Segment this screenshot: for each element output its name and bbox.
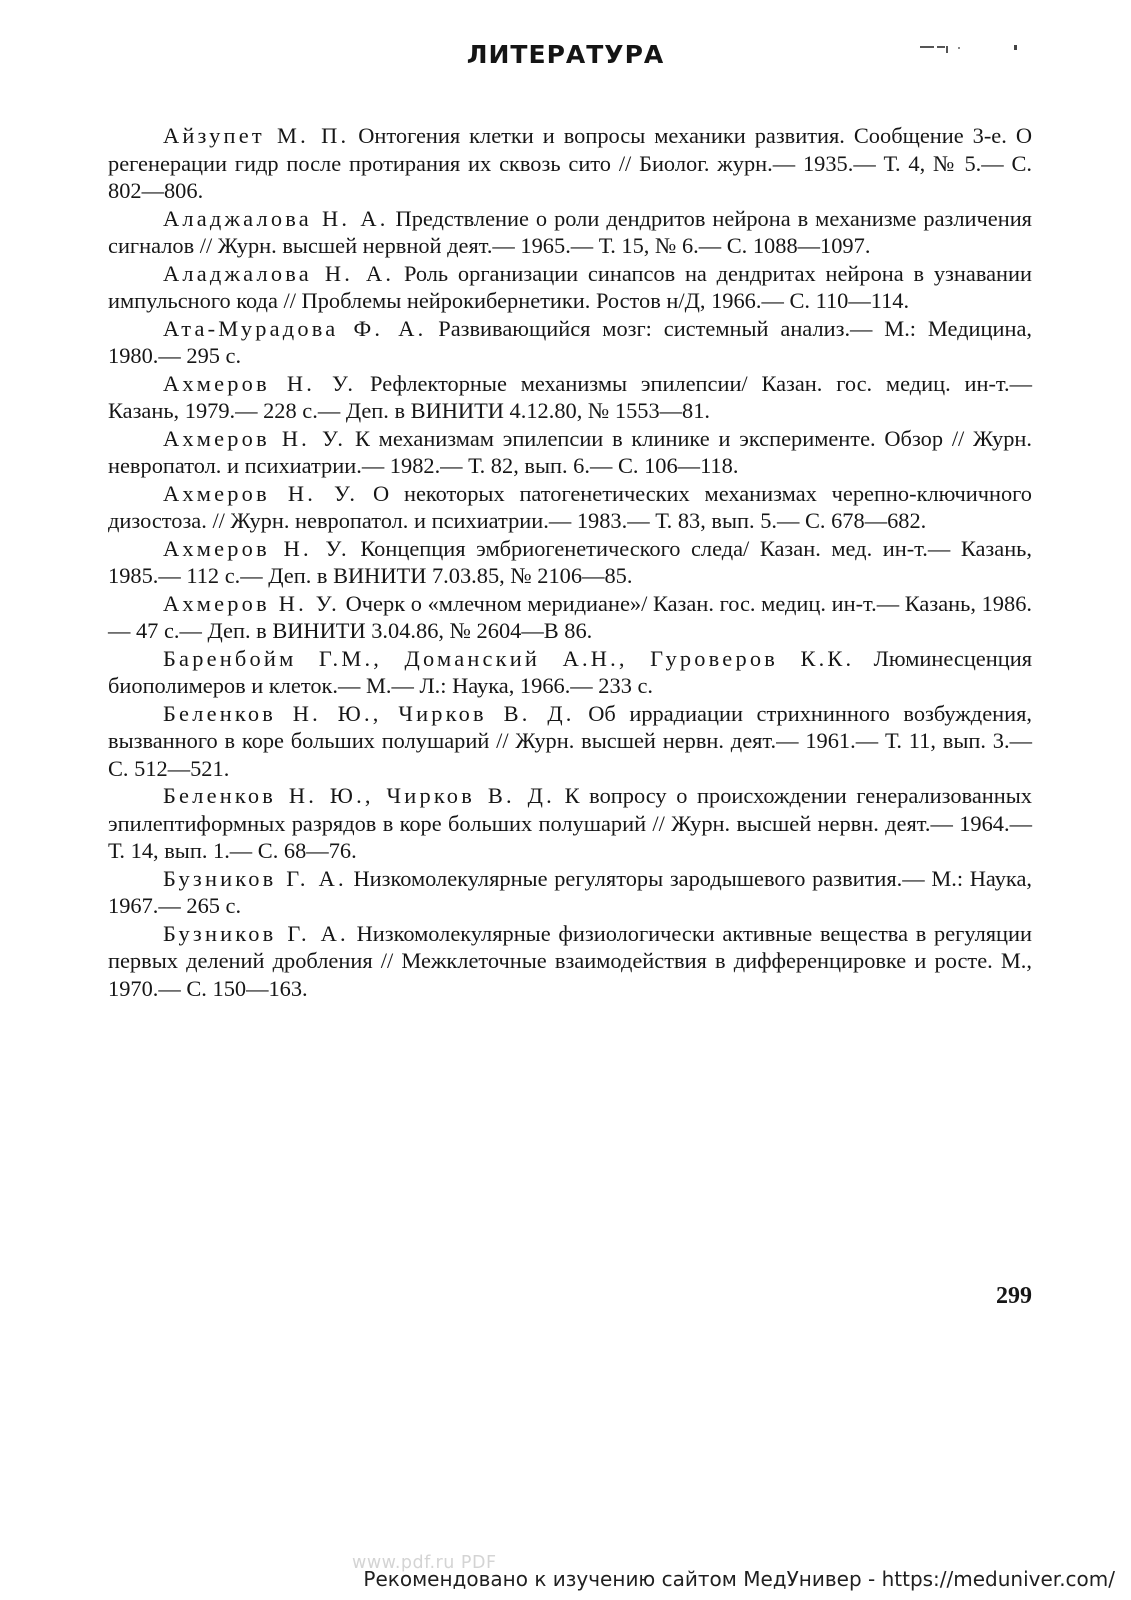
reference-entry <box>108 535 1032 590</box>
reference-entry <box>108 782 1032 865</box>
reference-author: Бузников Г. А. <box>163 920 349 946</box>
page-heading: ЛИТЕРАТУРА <box>466 40 665 69</box>
reference-author: Ахмеров Н. У. <box>163 590 340 616</box>
reference-entry <box>108 370 1032 425</box>
reference-author: Ахмеров Н. У. <box>163 535 350 561</box>
page-number: 299 <box>996 1283 1032 1309</box>
reference-text: О некоторых патогенетических механизмах черепно-ключичного дизостоза. // Журн. невропатол. и психиатрии.— 1983.— Т. 83, вып. 5.— С. 678—682. <box>108 480 1032 533</box>
reference-entry <box>108 425 1032 480</box>
reference-entry <box>108 205 1032 260</box>
reference-text: Низкомолекулярные регуляторы зародышевого развития.— М.: Наука, 1967.— 265 с. <box>108 865 1033 918</box>
reference-author: Аладжалова Н. А. <box>163 260 395 286</box>
reference-text: Низкомолекулярные физиологически активные вещества в регуляции первых делений дробления // Межклеточные взаимодействия в дифференцировке и росте. М., 1970.— С. 150—163. <box>108 920 1032 1001</box>
reference-text: Очерк о «млечном меридиане»/ Казан. гос. медиц. ин-т.— Казань, 1986.— 47 с.— Деп. в ВИНИТИ 3.04.86, № 2604—В 86. <box>108 590 1032 643</box>
reference-entry <box>108 122 1032 205</box>
reference-author: Ахмеров Н. У. <box>163 480 359 506</box>
reference-entry <box>108 700 1032 783</box>
reference-text: Предствление о роли дендритов нейрона в механизме различения сигналов // Журн. высшей нервной деят.— 1965.— Т. 15, № 6.— С. 1088—1097. <box>108 205 1032 258</box>
reference-author: Айзупет М. П. <box>163 123 350 148</box>
reference-author: Беленков Н. Ю., Чирков В. Д. <box>163 700 575 726</box>
watermark: www.pdf.ru PDF <box>352 1553 497 1573</box>
reference-text: Рефлекторные механизмы эпилепсии/ Казан. гос. медиц. ин-т.— Казань, 1979.— 228 с.— Деп. в ВИНИТИ 4.12.80, № 1553—81. <box>108 370 1032 423</box>
reference-entry <box>108 590 1032 645</box>
reference-author: Беленков Н. Ю., Чирков В. Д. <box>163 783 555 808</box>
reference-author: Ахмеров Н. У. <box>163 370 357 396</box>
reference-text: Онтогения клетки и вопросы механики развития. Сообщение 3-е. О регенерации гидр после протирания их сквозь сито // Биолог. журн.— 1935.— Т. 4, № 5.— С. 802—806. <box>108 123 1032 203</box>
reference-text: Роль организации синапсов на дендритах нейрона в узнавании импульсного кода // Проблемы нейрокибернетики. Ростов н/Д, 1966.— С. 110—114. <box>108 260 1032 313</box>
reference-list <box>108 122 1032 1002</box>
reference-text: К механизмам эпилепсии в клинике и эксперименте. Обзор // Журн. невропатол. и психиатрии.— 1982.— Т. 82, вып. 6.— С. 106—118. <box>108 425 1032 478</box>
reference-entry <box>108 865 1032 920</box>
reference-entry <box>108 260 1032 315</box>
reference-entry <box>108 920 1032 1003</box>
reference-text: Об иррадиации стрихнинного возбуждения, вызванного в коре больших полушарий // Журн. высшей нервн. деят.— 1961.— Т. 11, вып. 3.— С. 512—521. <box>108 700 1032 781</box>
footer-recommendation: Рекомендовано к изучению сайтом МедУнивер - https://meduniver.com/ <box>363 1567 1115 1591</box>
reference-entry <box>108 480 1032 535</box>
reference-author: Аладжалова Н. А. <box>163 205 389 231</box>
reference-author: Ахмеров Н. У. <box>163 425 347 451</box>
reference-text: Люминесценция биополимеров и клеток.— М.— Л.: Наука, 1966.— 233 с. <box>108 645 1032 698</box>
reference-author: Бузников Г. А. <box>163 865 347 891</box>
reference-text: К вопросу о происхождении генерализованных эпилептиформных разрядов в коре больших полушарий // Журн. высшей нервн. деят.— 1964.— Т. 14, вып. 1.— С. 68—76. <box>108 783 1032 863</box>
scan-specks <box>920 44 1030 56</box>
reference-text: Развивающийся мозг: системный анализ.— М.: Медицина, 1980.— 295 с. <box>108 315 1032 368</box>
reference-text: Концепция эмбриогенетического следа/ Казан. мед. ин-т.— Казань, 1985.— 112 с.— Деп. в ВИНИТИ 7.03.85, № 2106—85. <box>108 535 1032 588</box>
reference-author: Ата-Мурадова Ф. А. <box>163 315 427 341</box>
reference-author: Баренбойм Г.М., Доманский А.Н., Гуроверов К.К. <box>163 645 855 671</box>
reference-entry <box>108 645 1032 700</box>
reference-entry <box>108 315 1032 370</box>
